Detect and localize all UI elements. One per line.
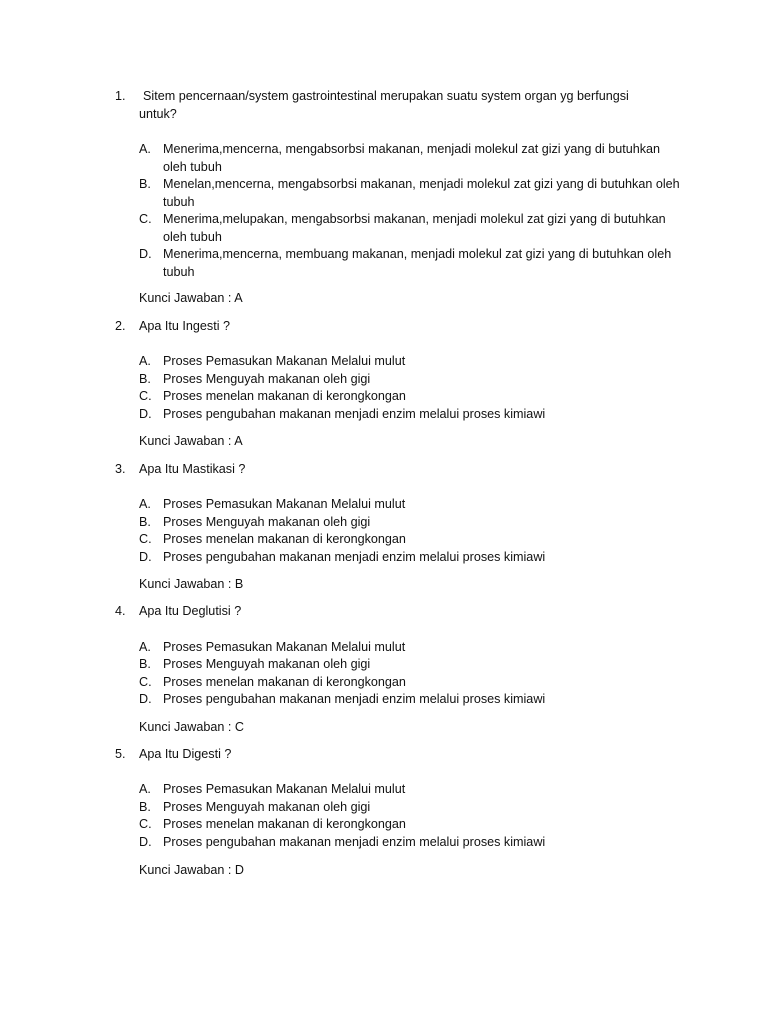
question-5-text: Apa Itu Digesti ? bbox=[139, 747, 232, 761]
question-1-option-b-letter: B. bbox=[139, 177, 151, 191]
question-2-text: Apa Itu Ingesti ? bbox=[139, 319, 231, 333]
question-3-text: Apa Itu Mastikasi ? bbox=[139, 462, 246, 476]
question-4-option-a-letter: A. bbox=[139, 640, 151, 654]
question-1-text: Sitem pencernaan/system gastrointestinal merupakan suatu system organ yg berfungsi untuk? bbox=[139, 89, 629, 121]
question-3-answer-key: Kunci Jawaban : B bbox=[139, 577, 244, 591]
question-3-option-c-letter: C. bbox=[139, 532, 152, 546]
question-1-option-c-text: Menerima,melupakan, mengabsorbsi makanan, menjadi molekul zat gizi yang di butuhkan oleh tubuh bbox=[163, 212, 666, 244]
question-2-option-d-letter: D. bbox=[139, 407, 152, 421]
question-4-text: Apa Itu Deglutisi ? bbox=[139, 604, 242, 618]
question-3-option-d-text: Proses pengubahan makanan menjadi enzim melalui proses kimiawi bbox=[163, 550, 546, 564]
question-2-option-a-letter: A. bbox=[139, 354, 151, 368]
question-1-option-c-letter: C. bbox=[139, 212, 152, 226]
question-5-option-a-text: Proses Pemasukan Makanan Melalui mulut bbox=[163, 782, 406, 796]
question-4-option-b-letter: B. bbox=[139, 657, 151, 671]
question-5-option-b-letter: B. bbox=[139, 800, 151, 814]
question-4-answer-key: Kunci Jawaban : C bbox=[139, 720, 245, 734]
question-5-option-d-letter: D. bbox=[139, 835, 152, 849]
question-5-option-a-letter: A. bbox=[139, 782, 151, 796]
question-1-option-a-letter: A. bbox=[139, 142, 151, 156]
question-3-number: 3. bbox=[115, 462, 126, 476]
question-2-number: 2. bbox=[115, 319, 126, 333]
question-3-option-a-text: Proses Pemasukan Makanan Melalui mulut bbox=[163, 497, 406, 511]
question-2-option-b-letter: B. bbox=[139, 372, 151, 386]
question-2-option-c-text: Proses menelan makanan di kerongkongan bbox=[163, 389, 406, 403]
question-4-option-a-text: Proses Pemasukan Makanan Melalui mulut bbox=[163, 640, 406, 654]
question-2-option-c-letter: C. bbox=[139, 389, 152, 403]
question-1-option-b-text: Menelan,mencerna, mengabsorbsi makanan, menjadi molekul zat gizi yang di butuhkan oleh tubuh bbox=[163, 177, 680, 209]
question-4-option-d-letter: D. bbox=[139, 692, 152, 706]
question-2-option-d-text: Proses pengubahan makanan menjadi enzim melalui proses kimiawi bbox=[163, 407, 546, 421]
question-3-option-a-letter: A. bbox=[139, 497, 151, 511]
question-1-option-d-text: Menerima,mencerna, membuang makanan, menjadi molekul zat gizi yang di butuhkan oleh tubuh bbox=[163, 247, 672, 279]
question-5-option-c-letter: C. bbox=[139, 817, 152, 831]
question-5-option-b-text: Proses Menguyah makanan oleh gigi bbox=[163, 800, 371, 814]
question-5-option-c-text: Proses menelan makanan di kerongkongan bbox=[163, 817, 406, 831]
question-1-option-a-text: Menerima,mencerna, mengabsorbsi makanan, menjadi molekul zat gizi yang di butuhkan oleh tubuh bbox=[163, 142, 661, 174]
question-1-answer-key: Kunci Jawaban : A bbox=[139, 291, 243, 305]
question-4-option-c-text: Proses menelan makanan di kerongkongan bbox=[163, 675, 406, 689]
question-5-answer-key: Kunci Jawaban : D bbox=[139, 863, 245, 877]
question-3-option-d-letter: D. bbox=[139, 550, 152, 564]
question-5-option-d-text: Proses pengubahan makanan menjadi enzim melalui proses kimiawi bbox=[163, 835, 546, 849]
question-3-option-b-letter: B. bbox=[139, 515, 151, 529]
question-1-number: 1. bbox=[115, 89, 126, 103]
question-5-number: 5. bbox=[115, 747, 126, 761]
question-4-option-d-text: Proses pengubahan makanan menjadi enzim melalui proses kimiawi bbox=[163, 692, 546, 706]
question-4-option-b-text: Proses Menguyah makanan oleh gigi bbox=[163, 657, 371, 671]
question-4-number: 4. bbox=[115, 604, 126, 618]
question-2-option-b-text: Proses Menguyah makanan oleh gigi bbox=[163, 372, 371, 386]
question-4-option-c-letter: C. bbox=[139, 675, 152, 689]
question-2-answer-key: Kunci Jawaban : A bbox=[139, 434, 243, 448]
question-2-option-a-text: Proses Pemasukan Makanan Melalui mulut bbox=[163, 354, 406, 368]
question-3-option-b-text: Proses Menguyah makanan oleh gigi bbox=[163, 515, 371, 529]
question-3-option-c-text: Proses menelan makanan di kerongkongan bbox=[163, 532, 406, 546]
question-1-option-d-letter: D. bbox=[139, 247, 152, 261]
